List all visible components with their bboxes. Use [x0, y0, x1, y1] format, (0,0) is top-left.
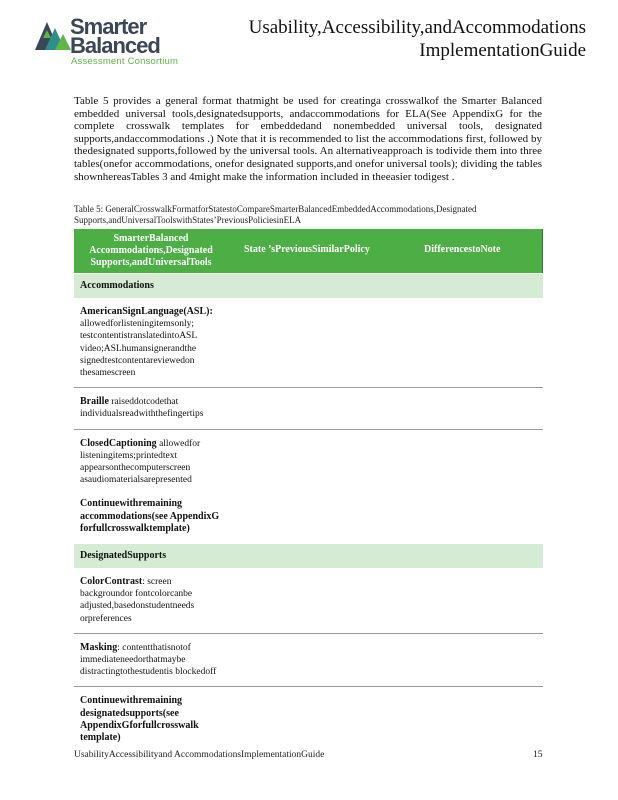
table-row-color-contrast [74, 568, 543, 634]
document-title-line-1: Usability,Accessibility,andAccommodations [248, 17, 586, 38]
column-header-state-policy: State ’sPreviousSimilarPolicy [244, 244, 370, 255]
cell-closed-captioning [80, 438, 222, 487]
cell-asl [80, 306, 222, 379]
masking-description: : contentthatisnotof immediateneedorthatmaybe distractingtothestudentis blockedoff [80, 642, 217, 678]
cell-masking [80, 642, 222, 679]
asl-title: AmericanSignLanguage(ASL): [80, 306, 213, 317]
column-header-differences: DifferencestoNote [424, 244, 501, 255]
masking-title: Masking [80, 641, 118, 653]
table-row-masking [74, 634, 543, 688]
continue-accommodations-text: Continuewithremaining accommodations(see AppendixG forfullcrosswalktemplate) [80, 498, 220, 534]
table-row-closed-captioning [74, 430, 543, 495]
table-row-continue-designated [74, 687, 543, 752]
table-header-row [74, 229, 543, 273]
cell-color-contrast [80, 576, 222, 625]
cell-braille [80, 396, 222, 420]
footer-guide-name: UsabilityAccessibilityand AccommodationsImplementationGuide [74, 750, 325, 760]
color-contrast-description: : screen backgroundor fontcolorcanbe adjusted,basedonstudentneeds orpreferences [80, 577, 195, 624]
table-caption: Table 5: GeneralCrosswalkFormatforStatestoCompareSmarterBalancedEmbeddedAccommodations,Designated Supports,andUniversalToolswithStates’PreviousPoliciesinELA [74, 204, 477, 225]
document-title [249, 16, 586, 62]
logo-tagline: Assessment Consortium [71, 56, 179, 67]
logo-word-2: Balanced [70, 33, 160, 58]
continue-designated-text: Continuewithremaining designatedsupports(see AppendixGforfullcrosswalk template) [80, 695, 199, 744]
crosswalk-table [74, 229, 543, 752]
braille-title: Braille [80, 396, 109, 408]
section-designated-supports: DesignatedSupports [74, 543, 543, 568]
table-row-continue-accommodations [74, 494, 543, 543]
logo-mark-icon [33, 14, 73, 54]
braille-description: raiseddotcodethat individualsreadwiththefingertips [80, 397, 204, 420]
asl-description: allowedforlisteningitemsonly; testcontentistranslatedintoASL video;ASLhumansignerandthe signedtestcontentareviewedon thesamescreen [80, 319, 197, 379]
smarter-balanced-logo [33, 14, 183, 66]
document-title-line-2: ImplementationGuide [419, 40, 586, 61]
column-header-supports: SmarterBalanced Accommodations,Designated Supports,andUniversalTools [89, 233, 213, 268]
intro-paragraph: Table 5 provides a general format thatmight be used for creatinga crosswalkof the Smarter Balanced embedded universal tools,designatedsupports, andaccommodations for ELA(See AppendixG for the complete crosswalk templates for embeddedand nonembedded universal tools, designated supports,andaccommodations .) Note that it is recommended to list the accommodations first, followed by thedesignated supports,followed by the universal tools. An alternativeapproach is todivide them into three tables(onefor accommodations, onefor designated supports,and onefor universal tools); dividing the tables shownhereasTables 3 and 4might make the information included in theeasier todigest . [74, 95, 542, 183]
page-number: 15 [533, 750, 543, 760]
logo-word-1: Smarter [70, 14, 147, 39]
section-accommodations: Accommodations [74, 273, 543, 298]
closed-captioning-title: ClosedCaptioning [80, 437, 157, 449]
closed-captioning-description: allowedfor listeningitems;printedtext appearsonthecomputerscreen asaudiomaterialsarepresented [80, 438, 201, 486]
table-row-asl [74, 298, 543, 388]
color-contrast-title: ColorContrast [80, 576, 143, 588]
table-row-braille [74, 388, 543, 429]
